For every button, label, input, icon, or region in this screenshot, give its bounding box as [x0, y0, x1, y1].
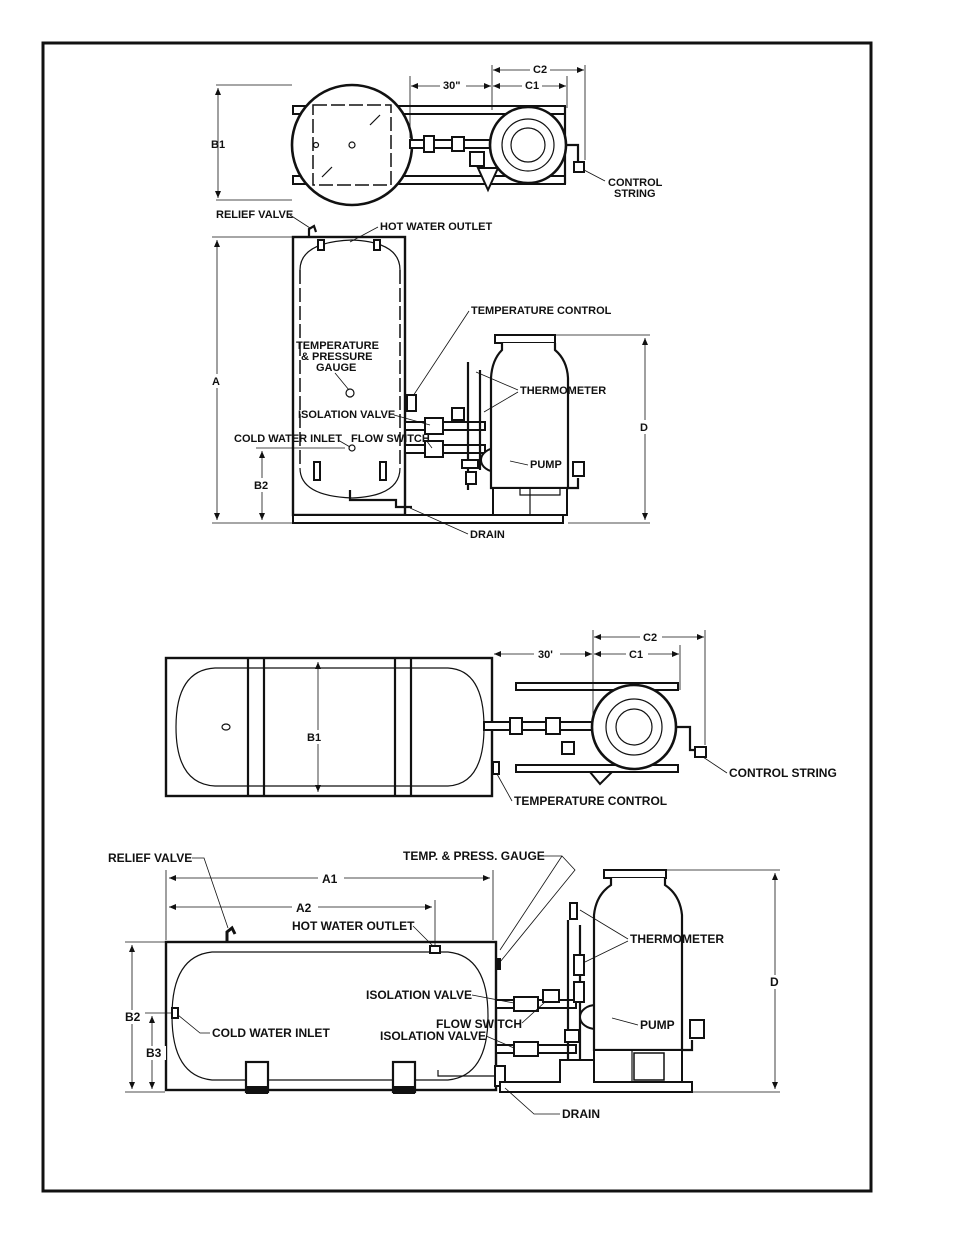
- label-flow-switch-h: FLOW SWITCH: [436, 1017, 522, 1031]
- label-hot-water-outlet-h: HOT WATER OUTLET: [292, 919, 415, 933]
- label-drain-h: DRAIN: [562, 1107, 600, 1121]
- label-temperature-control: TEMPERATURE CONTROL: [471, 305, 612, 317]
- label-cold-water-inlet-h: COLD WATER INLET: [212, 1026, 330, 1040]
- heater-top-horizontal: [592, 685, 676, 769]
- dim-d-h: D: [770, 975, 779, 989]
- dim-c1: C1: [525, 80, 540, 92]
- dim-spacing: 30": [443, 80, 461, 92]
- horizontal-side-view: [108, 849, 782, 1121]
- label-hot-water-outlet: HOT WATER OUTLET: [380, 221, 493, 233]
- dim-b2: B2: [254, 480, 269, 492]
- label-isolation-valve-upper: ISOLATION VALVE: [366, 988, 473, 1002]
- label-pump: PUMP: [530, 459, 562, 471]
- dim-b3: B3: [146, 1046, 162, 1060]
- label-drain: DRAIN: [470, 529, 505, 541]
- dim-b1-h: B1: [307, 732, 322, 744]
- label-control-string-h: CONTROL STRING: [729, 766, 837, 780]
- label-flow-switch: FLOW SWITCH: [351, 433, 430, 445]
- storage-tank-top: [292, 85, 412, 205]
- dim-c1-h: C1: [629, 649, 644, 661]
- label-cold-water-inlet: COLD WATER INLET: [234, 433, 342, 445]
- dim-d: D: [640, 422, 648, 434]
- label-pump-h: PUMP: [640, 1018, 675, 1032]
- label-isolation-valve-lower: ISOLATION VALVE: [380, 1029, 487, 1043]
- label-thermometer-h: THERMOMETER: [630, 932, 724, 946]
- control-string-box: [574, 162, 584, 172]
- vertical-top-view: [211, 63, 663, 205]
- dim-a2: A2: [296, 901, 312, 915]
- label-thermometer: THERMOMETER: [520, 385, 607, 397]
- horizontal-top-view: [166, 630, 837, 808]
- dim-c2-h: C2: [643, 632, 658, 644]
- dim-b2-h: B2: [125, 1010, 141, 1024]
- dim-a1: A1: [322, 872, 338, 886]
- dim-a: A: [212, 376, 220, 388]
- vertical-side-view: [210, 209, 652, 541]
- label-temp-press-gauge: TEMP. & PRESS. GAUGE: [403, 849, 545, 863]
- label-isolation-valve: ISOLATION VALVE: [298, 409, 396, 421]
- label-temp-pressure-gauge: TEMPERATURE: [296, 340, 379, 352]
- dim-c2: C2: [533, 64, 548, 76]
- label-control-string: CONTROL: [608, 177, 663, 189]
- label-control-string-2: STRING: [614, 188, 656, 200]
- label-temperature-control-h: TEMPERATURE CONTROL: [514, 794, 668, 808]
- dim-spacing-h: 30': [538, 649, 553, 661]
- dim-b1: B1: [211, 139, 226, 151]
- label-temp-pressure-gauge-2: & PRESSURE: [301, 351, 373, 363]
- label-relief-valve: RELIEF VALVE: [216, 209, 294, 221]
- label-relief-valve-h: RELIEF VALVE: [108, 851, 193, 865]
- label-temp-pressure-gauge-3: GAUGE: [316, 362, 357, 374]
